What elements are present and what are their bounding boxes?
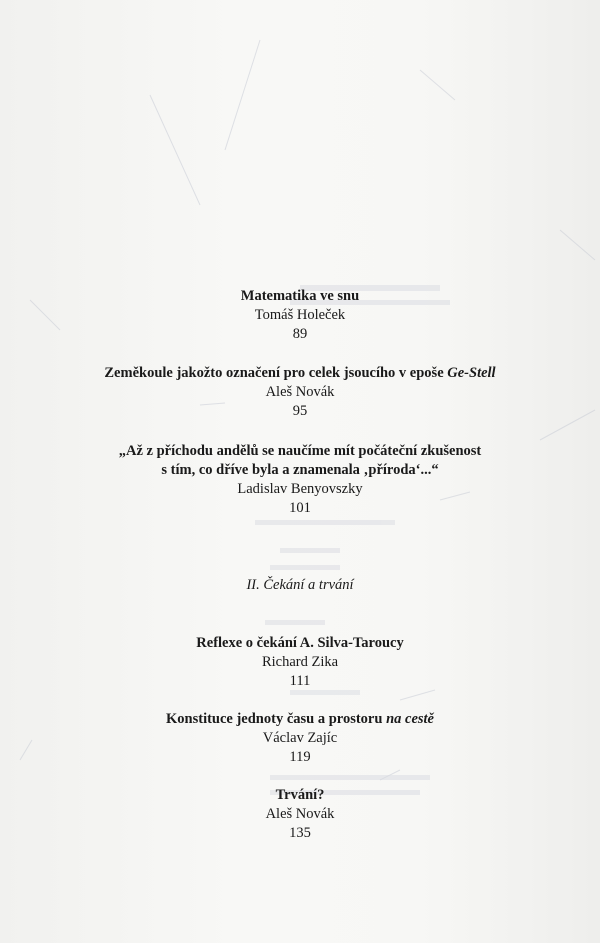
entry-title-line-1: „Až z příchodu andělů se naučíme mít počáteční zkušenost xyxy=(118,443,482,459)
toc-entry xyxy=(0,287,600,344)
entry-author: Richard Zika xyxy=(261,654,339,670)
entry-page-number: 119 xyxy=(289,749,311,765)
entry-page-number: 111 xyxy=(289,673,311,689)
entry-author: Aleš Novák xyxy=(265,806,335,822)
entry-page-number: 89 xyxy=(292,326,308,342)
entry-title: Matematika ve snu xyxy=(240,288,360,304)
toc-entry xyxy=(0,364,600,421)
entry-page-number: 101 xyxy=(289,500,311,516)
toc-entry xyxy=(0,710,600,767)
entry-author: Aleš Novák xyxy=(265,384,335,400)
entry-title-main: Konstituce jednoty času a prostoru xyxy=(166,711,387,727)
section-heading: II. Čekání a trvání xyxy=(246,577,354,593)
entry-author: Ladislav Benyovszky xyxy=(237,481,363,497)
entry-author: Tomáš Holeček xyxy=(254,307,346,323)
entry-title: Trvání? xyxy=(275,787,325,803)
entry-page-number: 135 xyxy=(289,825,311,841)
entry-title-italic: Ge-Stell xyxy=(447,365,496,381)
toc-entry xyxy=(0,442,600,518)
entry-title-italic: na cestě xyxy=(386,711,434,727)
entry-title-main: Zeměkoule jakožto označení pro celek jsoucího v epoše xyxy=(104,365,448,381)
toc-entry xyxy=(0,634,600,691)
entry-page-number: 95 xyxy=(292,403,308,419)
entry-author: Václav Zajíc xyxy=(262,730,338,746)
entry-title xyxy=(0,710,600,729)
entry-title: Reflexe o čekání A. Silva-Taroucy xyxy=(196,635,404,651)
entry-title xyxy=(0,364,600,383)
entry-title-line-2: s tím, co dříve byla a znamenala ‚příroda‘...“ xyxy=(161,462,439,478)
toc-entry xyxy=(0,786,600,843)
